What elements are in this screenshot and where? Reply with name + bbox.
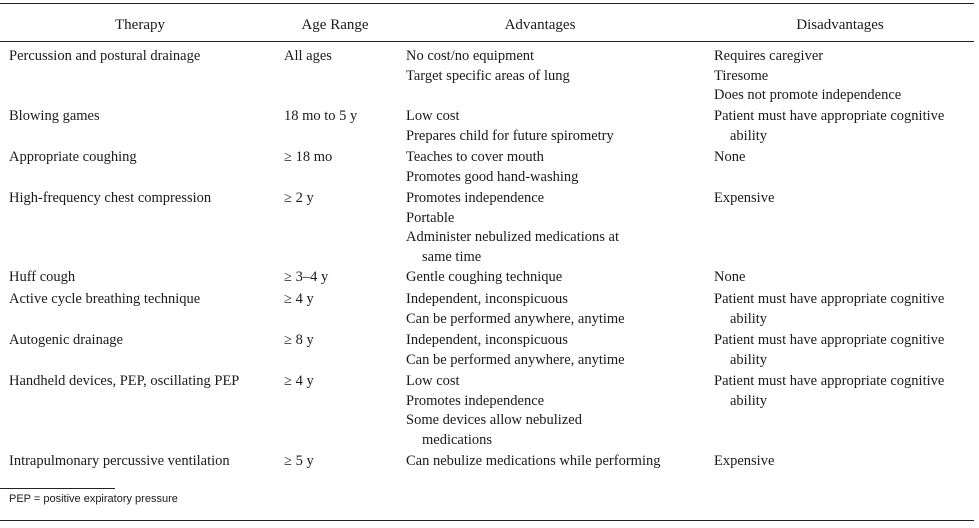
- header-therapy: Therapy: [115, 17, 165, 33]
- table-header-rule: [0, 41, 974, 42]
- disadvantages-line: Patient must have appropriate cognitive: [714, 291, 945, 307]
- therapy-cell: Blowing games: [9, 108, 100, 124]
- disadvantages-cell: [714, 268, 745, 288]
- disadvantages-cell: [714, 372, 944, 411]
- advantages-cell: [406, 372, 582, 450]
- disadvantages-line: Requires caregiver: [714, 48, 824, 64]
- therapy-cell: Autogenic drainage: [9, 332, 123, 348]
- disadvantages-line: None: [714, 149, 746, 165]
- age-range-cell: ≥ 5 y: [284, 453, 314, 469]
- therapy-cell: Percussion and postural drainage: [9, 48, 201, 64]
- age-range-cell: ≥ 2 y: [284, 190, 314, 206]
- disadvantages-cell: [714, 331, 944, 370]
- header-advantages: Advantages: [504, 17, 576, 33]
- disadvantages-line: ability: [730, 127, 768, 144]
- disadvantages-line: Expensive: [714, 453, 775, 469]
- advantages-line: Administer nebulized medications at: [406, 229, 620, 245]
- advantages-cell: [406, 47, 570, 86]
- advantages-cell: [406, 452, 660, 472]
- disadvantages-line: None: [714, 269, 746, 285]
- age-range-cell: ≥ 4 y: [284, 373, 314, 389]
- therapy-cell: High-frequency chest compression: [9, 190, 212, 206]
- advantages-line: Teaches to cover mouth: [406, 149, 544, 165]
- therapy-cell: Appropriate coughing: [9, 149, 137, 165]
- table-top-rule: [0, 3, 974, 4]
- advantages-line: Promotes independence: [406, 190, 545, 206]
- advantages-cell: [406, 268, 562, 288]
- advantages-line: Target specific areas of lung: [406, 67, 570, 84]
- advantages-cell: [406, 148, 578, 187]
- age-range-cell: ≥ 4 y: [284, 291, 314, 307]
- advantages-cell: [406, 331, 625, 370]
- advantages-cell: [406, 189, 619, 267]
- advantages-line: Portable: [406, 209, 455, 226]
- advantages-line: Some devices allow nebulized: [406, 412, 582, 428]
- disadvantages-line: ability: [730, 392, 768, 409]
- advantages-line: Independent, inconspicuous: [406, 291, 568, 307]
- advantages-line: same time: [422, 248, 482, 265]
- disadvantages-line: Patient must have appropriate cognitive: [714, 108, 945, 124]
- age-range-cell: 18 mo to 5 y: [284, 108, 358, 124]
- therapy-cell: Active cycle breathing technique: [9, 291, 201, 307]
- disadvantages-cell: [714, 47, 901, 106]
- age-range-cell: ≥ 8 y: [284, 332, 314, 348]
- advantages-cell: [406, 290, 625, 329]
- therapy-cell: Huff cough: [9, 269, 76, 285]
- advantages-line: Low cost: [406, 373, 460, 389]
- advantages-line: Prepares child for future spirometry: [406, 127, 614, 144]
- therapy-cell: Handheld devices, PEP, oscillating PEP: [9, 373, 240, 389]
- header-age-range: Age Range: [301, 17, 369, 33]
- disadvantages-cell: [714, 189, 774, 209]
- advantages-line: Promotes good hand-washing: [406, 168, 579, 185]
- advantages-line: medications: [422, 431, 493, 448]
- header-disadvantages: Disadvantages: [796, 17, 884, 33]
- disadvantages-cell: [714, 148, 745, 168]
- advantages-line: Can nebulize medications while performing: [406, 453, 661, 469]
- advantages-line: Can be performed anywhere, anytime: [406, 310, 625, 327]
- age-range-cell: ≥ 3–4 y: [284, 269, 329, 285]
- advantages-line: Low cost: [406, 108, 460, 124]
- table-bottom-rule: [0, 520, 974, 521]
- age-range-cell: ≥ 18 mo: [284, 149, 333, 165]
- footnote-rule: [0, 488, 115, 489]
- disadvantages-cell: [714, 107, 944, 146]
- advantages-cell: [406, 107, 614, 146]
- age-range-cell: All ages: [284, 48, 332, 64]
- disadvantages-line: Tiresome: [714, 67, 769, 84]
- disadvantages-line: ability: [730, 351, 768, 368]
- disadvantages-line: Expensive: [714, 190, 775, 206]
- advantages-line: Gentle coughing technique: [406, 269, 563, 285]
- advantages-line: Independent, inconspicuous: [406, 332, 568, 348]
- advantages-line: Promotes independence: [406, 392, 545, 409]
- therapy-cell: Intrapulmonary percussive ventilation: [9, 453, 230, 469]
- advantages-line: Can be performed anywhere, anytime: [406, 351, 625, 368]
- disadvantages-line: Patient must have appropriate cognitive: [714, 332, 945, 348]
- disadvantages-cell: [714, 452, 774, 472]
- disadvantages-cell: [714, 290, 944, 329]
- advantages-line: No cost/no equipment: [406, 48, 535, 64]
- disadvantages-line: ability: [730, 310, 768, 327]
- disadvantages-line: Patient must have appropriate cognitive: [714, 373, 945, 389]
- footnote: PEP = positive expiratory pressure: [9, 493, 178, 505]
- disadvantages-line: Does not promote independence: [714, 87, 902, 103]
